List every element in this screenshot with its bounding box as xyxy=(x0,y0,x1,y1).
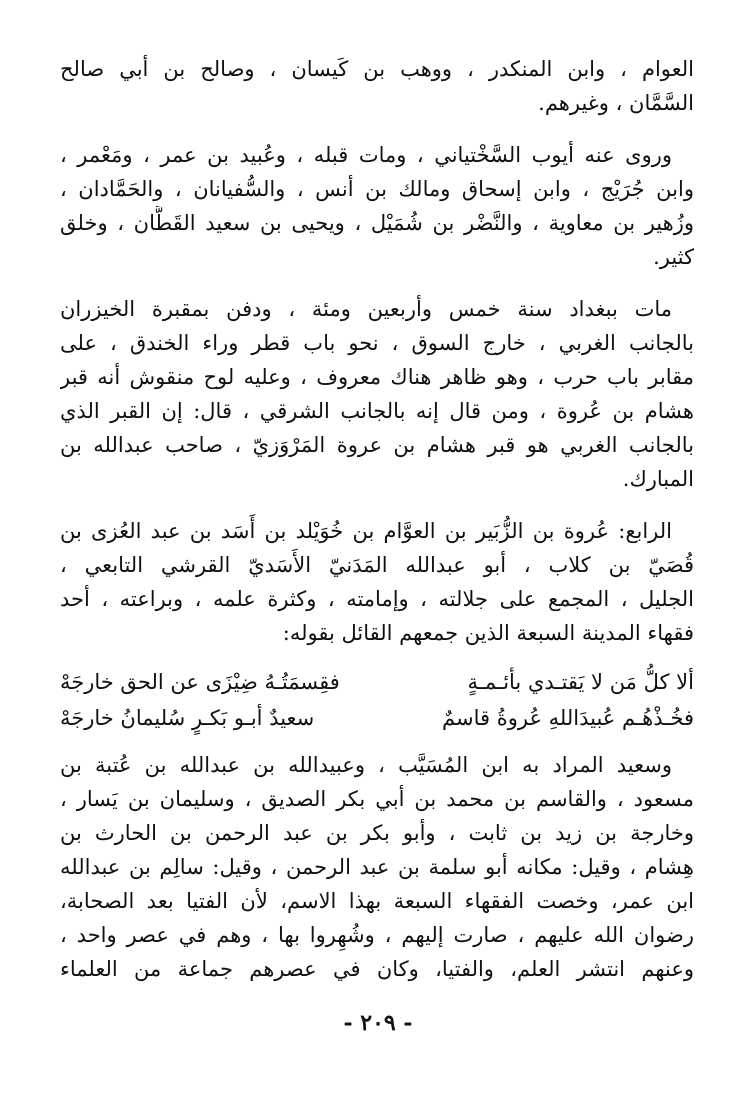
text-line: وخارجة بن زيد بن ثابت ، وأبو بكر بن عبد الرحمن بن الحارث بن xyxy=(60,821,694,845)
verse-hemistich: ألا كلُّ مَن لا يَقتـدي بأئـمـةٍ xyxy=(467,670,694,694)
paragraph-death-burial xyxy=(60,292,694,496)
text-line: العوام ، وابن المنكدر ، ووهب بن كَيسان ، وصالح بن أبي صالح xyxy=(60,57,694,81)
page-number: - ٢٠٩ - xyxy=(343,1010,413,1036)
paragraph-narrators xyxy=(60,138,694,274)
text-line: المبارك. xyxy=(622,467,694,491)
text-line: مسعود ، والقاسم بن محمد بن أبي بكر الصديق ، وسليمان بن يَسار ، xyxy=(60,787,694,811)
text-line: قُصَيّ بن كلاب ، أبو عبدالله المَدَنيّ الأَسَديّ القرشي التابعي ، xyxy=(60,553,694,577)
verse-hemistich: فقِسمَتُـهُ ضِيْزَى عن الحق خارجَهْ xyxy=(60,670,340,694)
text-line: وسعيد المراد به ابن المُسَيَّب ، وعبيدالله بن عبدالله بن عُتبة بن xyxy=(60,753,672,777)
text-line: السَّمَّان ، وغيرهم. xyxy=(538,91,694,115)
poetry-verse xyxy=(60,664,694,736)
verse-hemistich: فخُـذْهُـم عُبيدَاللهِ عُروةُ قاسمٌ xyxy=(442,706,694,730)
text-line: وابن جُرَيْج ، وابن إسحاق ومالك بن أنس ، والسُّفيانان ، والحَمَّادان ، xyxy=(60,177,694,201)
text-line: هِشام ، وقيل: مكانه أبو سلمة بن عبد الرحمن ، وقيل: سالِم بن عبدالله xyxy=(60,855,694,879)
text-line: وروى عنه أيوب السَّخْتياني ، ومات قبله ، وعُبيد بن عمر ، ومَعْمر ، xyxy=(60,143,672,167)
verse-line-1 xyxy=(60,664,694,700)
verse-hemistich: سعيدٌ أبـو بَكـرٍ سُليمانُ خارجَهْ xyxy=(60,706,315,730)
text-line: الرابع: عُروة بن الزُّبَير بن العوَّام بن خُوَيْلد بن أَسَد بن عبد العُزى بن xyxy=(60,519,672,543)
text-line: مات ببغداد سنة خمس وأربعين ومئة ، ودفن بمقبرة الخيزران xyxy=(60,297,672,321)
verse-line-2 xyxy=(60,700,694,736)
text-line: فقهاء المدينة السبعة الذين جمعهم القائل بقوله: xyxy=(282,621,694,645)
text-line: بالجانب الغربي ، خارج السوق ، نحو باب قطر وراء الخندق ، على xyxy=(60,331,694,355)
text-line: كثير. xyxy=(653,245,694,269)
text-line: هشام بن عُروة ، ومن قال إنه بالجانب الشرقي ، قال: إن القبر الذي xyxy=(60,399,694,423)
text-line: الجليل ، المجمع على جلالته ، وإمامته ، وكثرة علمه ، وبراعته ، أحد xyxy=(60,587,694,611)
text-line: ابن عمر، وخصت الفقهاء السبعة بهذا الاسم، لأن الفتيا بعد الصحابة، xyxy=(60,889,694,913)
text-line: رضوان الله عليهم ، صارت إليهم ، وشُهِروا بها ، وهم في عصر واحد ، xyxy=(60,923,694,947)
text-line: وزُهير بن معاوية ، والنَّضْر بن شُمَيْل ، ويحيى بن سعيد القَطَّان ، وخلق xyxy=(60,211,694,235)
paragraph-teachers xyxy=(60,52,694,120)
paragraph-urwa-biography xyxy=(60,514,694,650)
text-line: بالجانب الغربي هو قبر هشام بن عروة المَرْوَزيّ ، صاحب عبدالله بن xyxy=(60,433,694,457)
text-line: مقابر باب حرب ، وهو ظاهر هناك معروف ، وعليه لوح منقوش أنه قبر xyxy=(60,365,694,389)
text-line: وعنهم انتشر العلم، والفتيا، وكان في عصرهم جماعة من العلماء xyxy=(60,957,694,981)
paragraph-seven-jurists xyxy=(60,748,694,986)
page-body xyxy=(60,52,694,986)
